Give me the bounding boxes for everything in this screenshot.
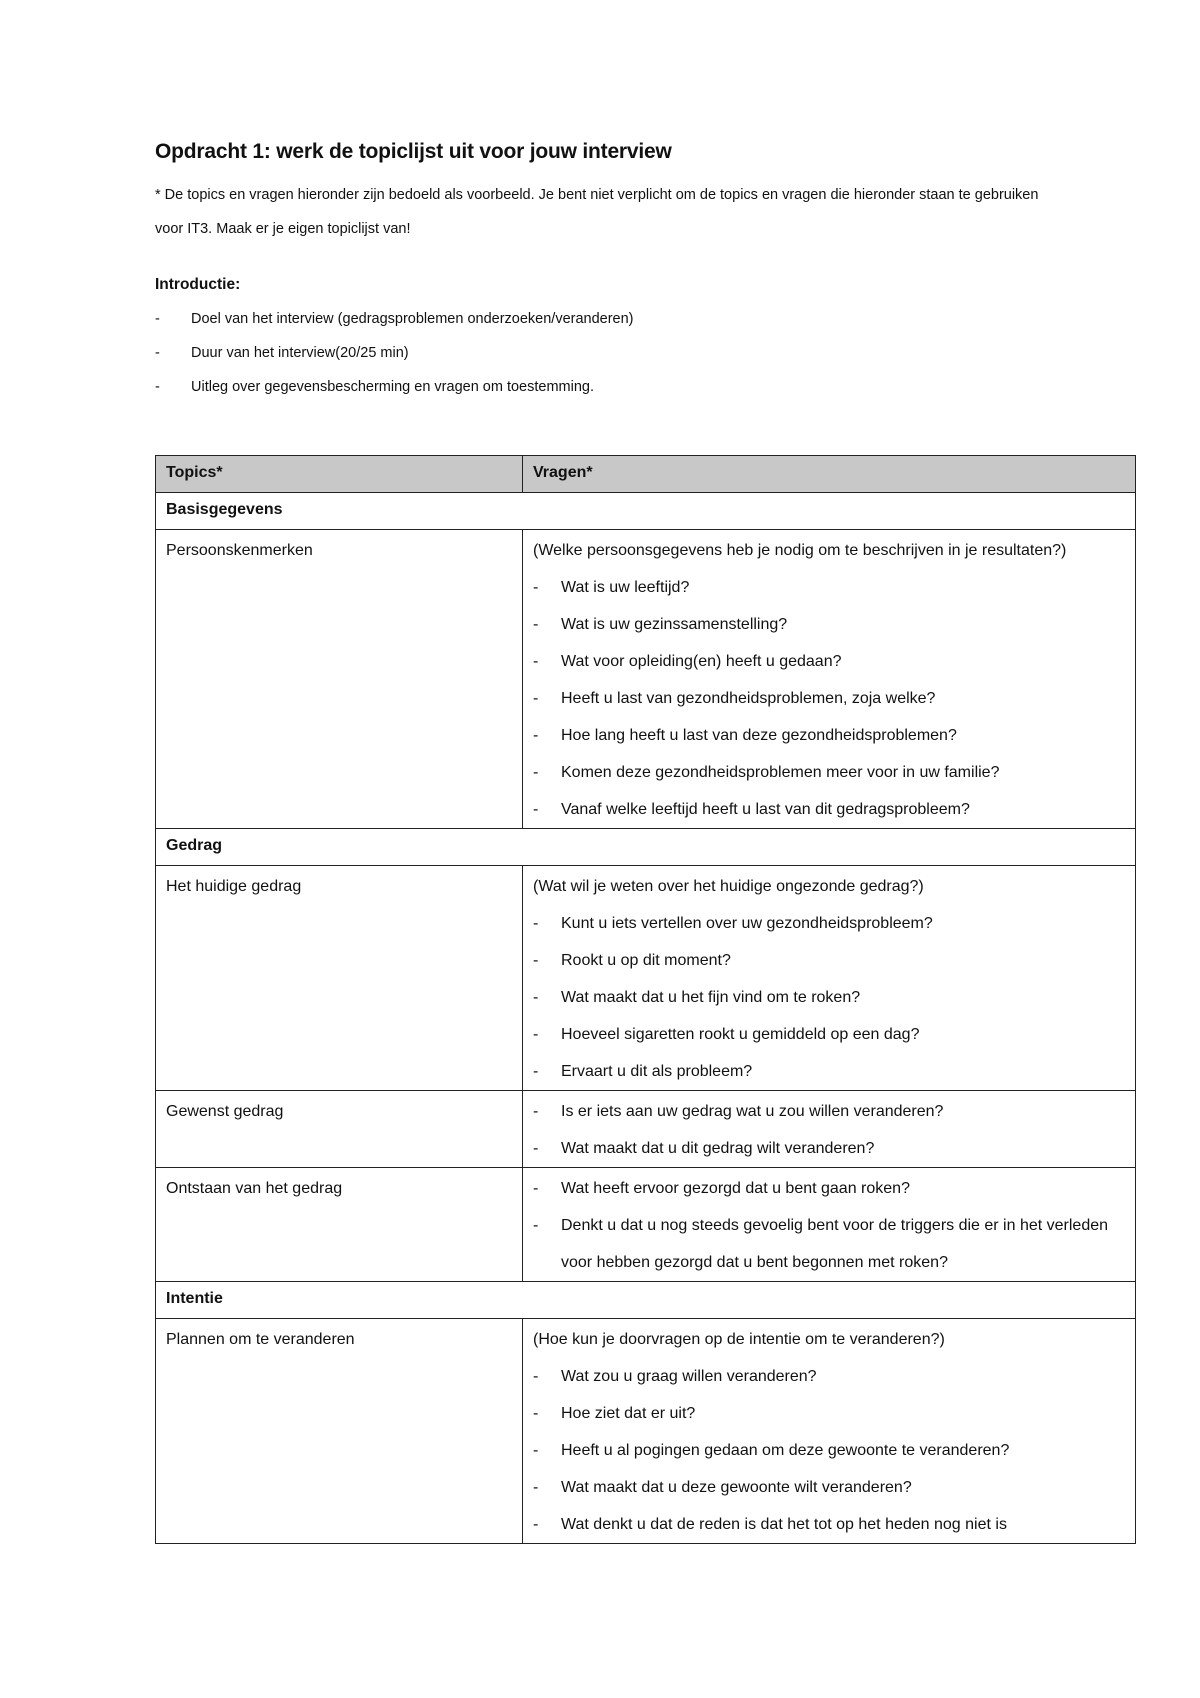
question-list [533, 569, 1125, 828]
dash-bullet-icon: - [533, 690, 539, 707]
question-list [533, 1170, 1125, 1281]
dash-bullet-icon: - [533, 616, 539, 633]
question-item [533, 1170, 1125, 1207]
header-topics: Topics* [156, 456, 523, 493]
question-item [533, 569, 1125, 606]
header-vragen: Vragen* [523, 456, 1136, 493]
question-item [533, 979, 1125, 1016]
question-text: Rookt u op dit moment? [561, 952, 731, 969]
question-item [533, 680, 1125, 717]
question-item [533, 1358, 1125, 1395]
intro-list [155, 302, 1135, 404]
question-intro: (Wat wil je weten over het huidige ongezonde gedrag?) [533, 878, 924, 895]
document-page [155, 140, 1135, 404]
dash-bullet-icon: - [533, 764, 539, 781]
question-item [533, 1395, 1125, 1432]
section-title: Basisgegevens [156, 493, 1136, 530]
questions-cell [523, 1319, 1136, 1544]
dash-bullet-icon: - [533, 1405, 539, 1422]
dash-bullet-icon: - [533, 989, 539, 1006]
question-text: Wat voor opleiding(en) heeft u gedaan? [561, 653, 842, 670]
dash-bullet-icon: - [533, 1442, 539, 1459]
table-row [156, 530, 1136, 829]
dash-bullet-icon: - [533, 1180, 539, 1197]
question-text: Wat heeft ervoor gezorgd dat u bent gaan roken? [561, 1180, 910, 1197]
question-text: Wat zou u graag willen veranderen? [561, 1368, 817, 1385]
question-item [533, 1432, 1125, 1469]
intro-heading: Introductie: [155, 276, 241, 293]
intro-item-text: Uitleg over gegevensbescherming en vragen om toestemming. [191, 379, 594, 395]
dash-bullet-icon: - [533, 727, 539, 744]
dash-bullet-icon: - [155, 311, 160, 327]
question-text: Denkt u dat u nog steeds gevoelig bent voor de triggers die er in het verleden voor hebben gezorgd dat u bent begonnen met roken? [561, 1217, 1109, 1271]
question-item [533, 606, 1125, 643]
intro-item [155, 336, 1135, 370]
question-item [533, 643, 1125, 680]
topic-table [155, 455, 1136, 1544]
intro-item-text: Duur van het interview(20/25 min) [191, 345, 409, 361]
question-text: Vanaf welke leeftijd heeft u last van dit gedragsprobleem? [561, 801, 970, 818]
section-row-intentie [156, 1282, 1136, 1319]
document-title: Opdracht 1: werk de topiclijst uit voor jouw interview [155, 140, 672, 163]
question-list [533, 905, 1125, 1090]
table-row [156, 1168, 1136, 1282]
section-title: Intentie [156, 1282, 1136, 1319]
table-row [156, 1091, 1136, 1168]
dash-bullet-icon: - [533, 1026, 539, 1043]
dash-bullet-icon: - [533, 1103, 539, 1120]
question-list [533, 1093, 1125, 1167]
question-text: Is er iets aan uw gedrag wat u zou willen veranderen? [561, 1103, 944, 1120]
dash-bullet-icon: - [533, 579, 539, 596]
topic-cell: Ontstaan van het gedrag [156, 1168, 523, 1282]
question-item [533, 1016, 1125, 1053]
table-row [156, 1319, 1136, 1544]
question-text: Ervaart u dit als probleem? [561, 1063, 753, 1080]
question-item [533, 754, 1125, 791]
dash-bullet-icon: - [155, 379, 160, 395]
intro-item [155, 302, 1135, 336]
topic-cell: Persoonskenmerken [156, 530, 523, 829]
question-item [533, 1469, 1125, 1506]
questions-cell [523, 1091, 1136, 1168]
question-text: Hoe lang heeft u last van deze gezondheidsproblemen? [561, 727, 957, 744]
intro-item-text: Doel van het interview (gedragsproblemen onderzoeken/veranderen) [191, 311, 634, 327]
questions-cell [523, 1168, 1136, 1282]
question-text: Wat denkt u dat de reden is dat het tot op het heden nog niet is [561, 1516, 1007, 1533]
question-text: Wat maakt dat u het fijn vind om te roken? [561, 989, 861, 1006]
topic-cell: Het huidige gedrag [156, 866, 523, 1091]
question-item [533, 1093, 1125, 1130]
dash-bullet-icon: - [533, 1140, 539, 1157]
table-header-row [156, 456, 1136, 493]
dash-bullet-icon: - [533, 801, 539, 818]
dash-bullet-icon: - [533, 915, 539, 932]
dash-bullet-icon: - [533, 1516, 539, 1533]
question-intro: (Welke persoonsgegevens heb je nodig om te beschrijven in je resultaten?) [533, 542, 1067, 559]
note-text: * De topics en vragen hieronder zijn bedoeld als voorbeeld. Je bent niet verplicht om de topics en vragen die hieronder staan te gebruiken voor IT3. Maak er je eigen topiclijst van! [155, 187, 1039, 237]
question-text: Wat maakt dat u deze gewoonte wilt veranderen? [561, 1479, 912, 1496]
dash-bullet-icon: - [533, 1063, 539, 1080]
topic-cell: Plannen om te veranderen [156, 1319, 523, 1544]
question-item [533, 905, 1125, 942]
question-item [533, 1506, 1125, 1543]
question-item [533, 1130, 1125, 1167]
questions-cell [523, 866, 1136, 1091]
section-title: Gedrag [156, 829, 1136, 866]
question-item [533, 1053, 1125, 1090]
dash-bullet-icon: - [533, 1217, 539, 1234]
question-intro: (Hoe kun je doorvragen op de intentie om te veranderen?) [533, 1331, 945, 1348]
dash-bullet-icon: - [533, 1368, 539, 1385]
question-text: Komen deze gezondheidsproblemen meer voor in uw familie? [561, 764, 1000, 781]
question-text: Kunt u iets vertellen over uw gezondheidsprobleem? [561, 915, 933, 932]
questions-cell [523, 530, 1136, 829]
question-text: Wat is uw gezinssamenstelling? [561, 616, 788, 633]
dash-bullet-icon: - [155, 345, 160, 361]
question-text: Hoe ziet dat er uit? [561, 1405, 696, 1422]
dash-bullet-icon: - [533, 1479, 539, 1496]
question-item [533, 717, 1125, 754]
topic-cell: Gewenst gedrag [156, 1091, 523, 1168]
question-text: Hoeveel sigaretten rookt u gemiddeld op een dag? [561, 1026, 920, 1043]
dash-bullet-icon: - [533, 952, 539, 969]
question-text: Wat is uw leeftijd? [561, 579, 690, 596]
question-text: Heeft u al pogingen gedaan om deze gewoonte te veranderen? [561, 1442, 1010, 1459]
question-item [533, 942, 1125, 979]
intro-item [155, 370, 1135, 404]
dash-bullet-icon: - [533, 653, 539, 670]
table-row [156, 866, 1136, 1091]
question-text: Heeft u last van gezondheidsproblemen, zoja welke? [561, 690, 936, 707]
section-row-basisgegevens [156, 493, 1136, 530]
question-list [533, 1358, 1125, 1543]
section-row-gedrag [156, 829, 1136, 866]
question-item [533, 1207, 1125, 1281]
question-item [533, 791, 1125, 828]
question-text: Wat maakt dat u dit gedrag wilt veranderen? [561, 1140, 875, 1157]
